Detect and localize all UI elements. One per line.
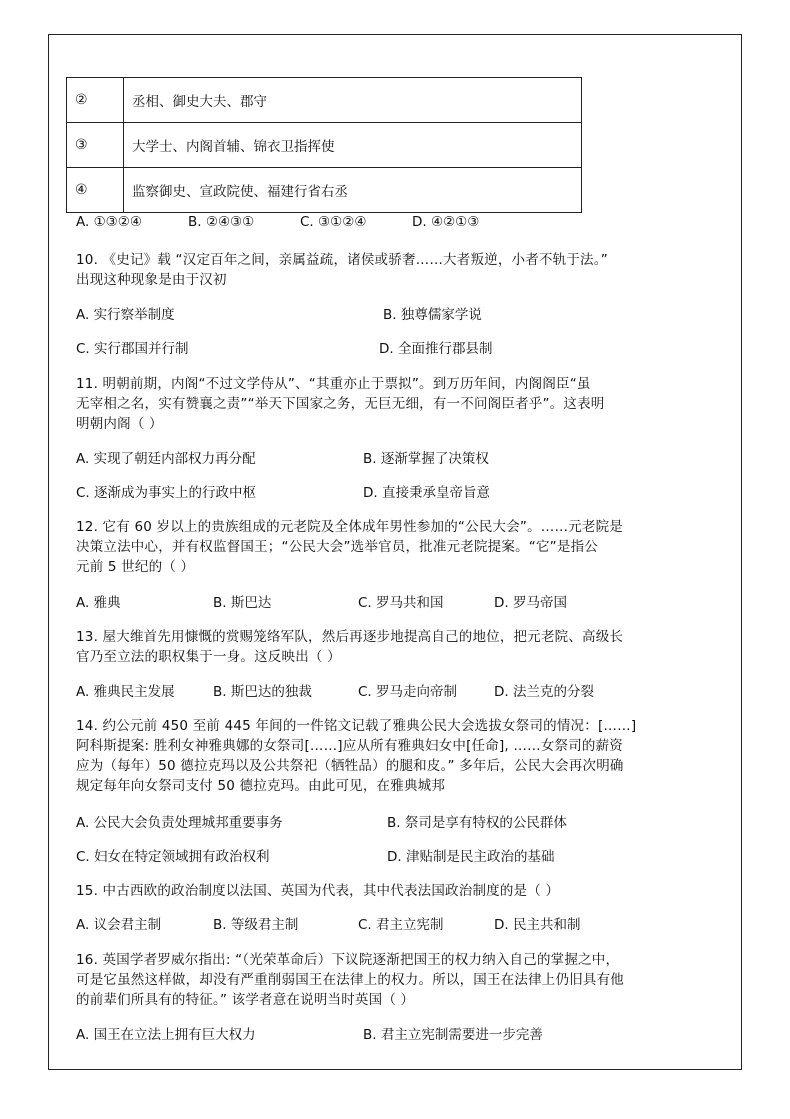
row-number: ④ [67,168,124,213]
question-11-stem: 11. 明朝前期，内阁“不过文学侍从”、“其重亦止于票拟”。到万历年间，内阁阁臣“虽 [76,376,591,392]
options-table [66,77,582,213]
question-12-stem: 12. 它有 60 岁以上的贵族组成的元老院及全体成年男性参加的“公民大会”。……元老院是 [76,519,624,535]
option-c[interactable]: C. 罗马走向帝制 [358,684,458,700]
question-16-stem: 的前辈们所具有的特征。” 该学者意在说明当时英国（ ） [76,992,415,1008]
option-d[interactable]: D. 津贴制是民主政治的基础 [387,849,555,865]
row-number: ③ [67,123,124,168]
option-c[interactable]: C. 逐渐成为事实上的行政中枢 [76,485,257,501]
question-10-stem: 10. 《史记》载 “汉定百年之间，亲属益疏，诸侯或骄奢……大者叛逆，小者不轨于法。” [76,252,608,268]
option-b[interactable]: B. 逐渐掌握了决策权 [363,451,489,467]
option-c[interactable]: C. 妇女在特定领域拥有政治权利 [76,849,270,865]
question-14-stem: 14. 约公元前 450 至前 445 年间的一件铭文记载了雅典公民大会选拔女祭司的情况：[……] [76,718,637,734]
question-14-stem: 规定每年向女祭司支付 50 德拉克玛。由此可见，在雅典城邦 [76,778,446,794]
option-a[interactable]: A. 实行察举制度 [76,307,175,323]
question-13-stem: 13. 屋大维首先用慷慨的赏赐笼络军队，然后再逐步地提高自己的地位，把元老院、高级长 [76,629,624,645]
question-15-stem: 15. 中古西欧的政治制度以法国、英国为代表，其中代表法国政治制度的是（ ） [76,883,560,899]
option-a[interactable]: A. 雅典民主发展 [76,684,175,700]
option-a[interactable]: A. 雅典 [76,595,121,611]
row-text: 丞相、御史大夫、郡守 [124,78,582,123]
question-16-stem: 16. 英国学者罗威尔指出: “（光荣革命后）下议院逐渐把国王的权力纳入自己的掌握之中， [76,952,620,968]
option-b[interactable]: B. 君主立宪制需要进一步完善 [363,1027,543,1043]
option-b[interactable]: B. 独尊儒家学说 [383,307,482,323]
option-a[interactable]: A. 公民大会负责处理城邦重要事务 [76,815,283,831]
option-b[interactable]: B. 斯巴达的独裁 [213,684,312,700]
table-row [67,123,582,168]
option-d[interactable]: D. 法兰克的分裂 [494,684,594,700]
option-d[interactable]: D. 全面推行郡县制 [379,341,493,357]
option-a[interactable]: A. 议会君主制 [76,917,162,933]
option-d[interactable]: D. ④②①③ [412,214,480,230]
option-d[interactable]: D. 罗马帝国 [494,595,567,611]
table-row [67,78,582,123]
question-11-stem: 明朝内阁（ ） [76,416,163,432]
option-c[interactable]: C. 君主立宪制 [358,917,444,933]
row-number: ② [67,78,124,123]
row-text: 大学士、内阁首辅、锦衣卫指挥使 [124,123,582,168]
option-b[interactable]: B. 等级君主制 [213,917,299,933]
question-14-stem: 应为（每年）50 德拉克玛以及公共祭祀（牺牲品）的腿和皮。” 多年后，公民大会再次明确 [76,758,624,774]
option-b[interactable]: B. 斯巴达 [213,595,272,611]
question-12-stem: 元前 5 世纪的（ ） [76,559,195,575]
option-a[interactable]: A. 实现了朝廷内部权力再分配 [76,451,256,467]
question-10-stem: 出现这种现象是由于汉初 [76,272,227,288]
option-c[interactable]: C. 罗马共和国 [358,595,444,611]
option-d[interactable]: D. 民主共和制 [494,917,581,933]
question-11-stem: 无宰相之名，实有赞襄之责”“举天下国家之务，无巨无细，有一不问阁臣者乎”。这表明 [76,396,605,412]
question-12-stem: 决策立法中心，并有权监督国王；“公民大会”选举官员，批准元老院提案。“它”是指公 [76,539,598,555]
option-d[interactable]: D. 直接秉承皇帝旨意 [363,485,490,501]
option-a[interactable]: A. 国王在立法上拥有巨大权力 [76,1027,256,1043]
question-13-stem: 官乃至立法的职权集于一身。这反映出（ ） [76,649,341,665]
table-row [67,168,582,213]
question-16-stem: 可是它虽然这样做，却没有严重削弱国王在法律上的权力。所以，国王在法律上仍旧具有他 [76,972,624,988]
option-a[interactable]: A. ①③②④ [76,214,142,230]
option-c[interactable]: C. 实行郡国并行制 [76,341,189,357]
row-text: 监察御史、宣政院使、福建行省右丞 [124,168,582,213]
option-b[interactable]: B. ②④③① [188,214,255,230]
question-14-stem: 阿科斯提案: 胜利女神雅典娜的女祭司[……]应从所有雅典妇女中[任命], ……女祭司的薪资 [76,738,623,754]
option-c[interactable]: C. ③①②④ [300,214,367,230]
option-b[interactable]: B. 祭司是享有特权的公民群体 [387,815,567,831]
